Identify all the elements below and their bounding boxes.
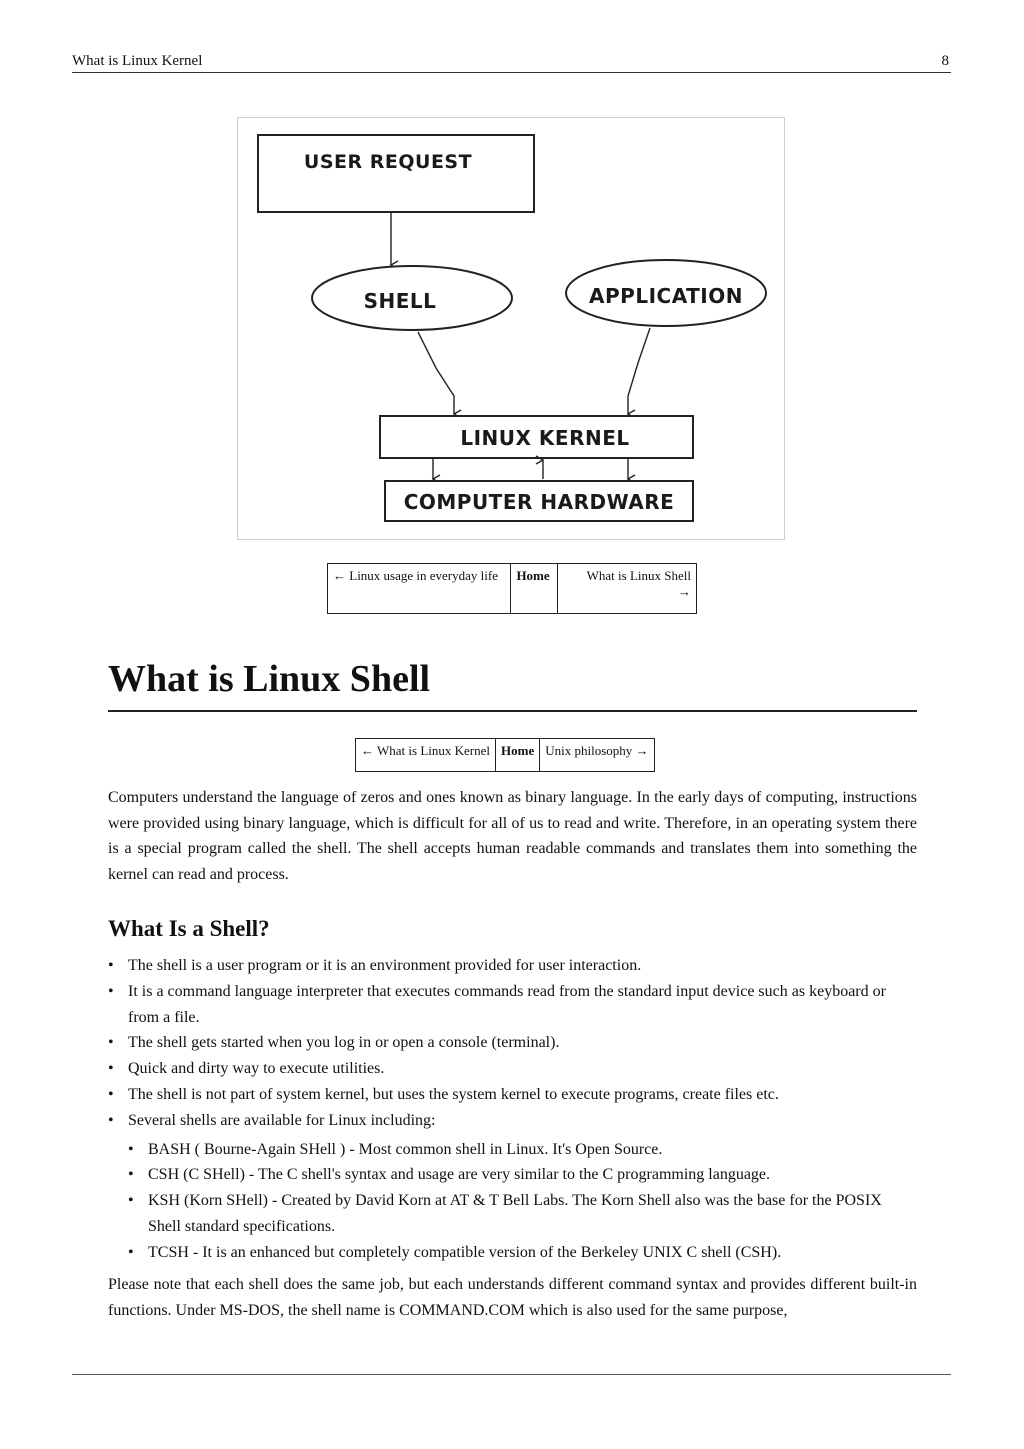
arrow-shell-to-kernel	[418, 332, 454, 414]
sublist-item: • CSH (C SHell) - The C shell's syntax and usage are very similar to the C programming language.	[128, 1162, 917, 1188]
nav-next-link[interactable]	[558, 564, 697, 614]
sublist-item: • KSH (Korn SHell) - Created by David Korn at AT & T Bell Labs. The Korn Shell also was the base for the POSIX Shell standard specifications.	[128, 1188, 917, 1240]
shell-label: Shell	[363, 289, 437, 313]
nav-next-arrow: →	[678, 584, 691, 599]
nav-prev-link[interactable]: ← Linux usage in everyday life	[328, 564, 511, 614]
section-nav-next-link[interactable]: Unix philosophy →	[540, 739, 654, 772]
list-item: • The shell gets started when you log in or open a console (terminal).	[108, 1030, 917, 1056]
running-header	[72, 50, 951, 73]
nav-table-top	[327, 563, 697, 614]
shell-facts-list	[108, 953, 917, 1266]
closing-paragraph: Please note that each shell does the same job, but each understands different command syntax and provides different built-in functions. Under MS-DOS, the shell name is COMMAND.COM which is also used for the same purpose,	[108, 1276, 917, 1319]
page-number: 8	[941, 53, 949, 69]
list-item: • It is a command language interpreter that executes commands read from the standard input device such as keyboard or from a file.	[108, 979, 917, 1031]
arrow-application-to-kernel	[628, 328, 650, 414]
user-request-label: User Request	[303, 151, 473, 173]
user-request-box	[258, 135, 534, 212]
list-item: • The shell is a user program or it is an environment provided for user interaction.	[108, 953, 917, 979]
nav-home-link[interactable]: Home	[511, 564, 558, 614]
nav-next-label: What is Linux Shell	[586, 568, 691, 583]
nav-table-section	[355, 738, 655, 772]
subsection-title: What Is a Shell?	[108, 916, 270, 941]
application-label: Application	[589, 284, 743, 308]
section-nav-prev-link[interactable]: ← What is Linux Kernel	[356, 739, 496, 772]
sublist-item: • TCSH - It is an enhanced but completely compatible version of the Berkeley UNIX C shell (CSH).	[128, 1240, 917, 1266]
intro-paragraph: Computers understand the language of zeros and ones known as binary language. In the early days of computing, instructions were provided using binary language, which is difficult for all of us to read and write. Therefore, in an operating system there is a special program called the shell. The shell accepts human readable commands and translates them into something the kernel can read and process.	[108, 789, 917, 883]
footer-rule	[72, 1374, 951, 1375]
kernel-diagram-figure	[237, 117, 785, 540]
linux-kernel-label: Linux Kernel	[460, 426, 630, 450]
list-item: • Quick and dirty way to execute utilities.	[108, 1056, 917, 1082]
list-item-text: Several shells are available for Linux including:	[128, 1111, 436, 1129]
sublist-item: • BASH ( Bourne-Again SHell ) - Most common shell in Linux. It's Open Source.	[128, 1137, 917, 1163]
section-nav-home-link[interactable]: Home	[496, 739, 540, 772]
shells-sublist	[128, 1137, 917, 1266]
section-title: What is Linux Shell	[108, 657, 917, 712]
list-item: • The shell is not part of system kernel, but uses the system kernel to execute programs, create files etc.	[108, 1082, 917, 1108]
running-header-title: What is Linux Kernel	[72, 53, 203, 69]
computer-hardware-label: Computer Hardware	[403, 490, 675, 514]
kernel-diagram	[238, 118, 784, 539]
list-item-shells	[108, 1108, 917, 1266]
